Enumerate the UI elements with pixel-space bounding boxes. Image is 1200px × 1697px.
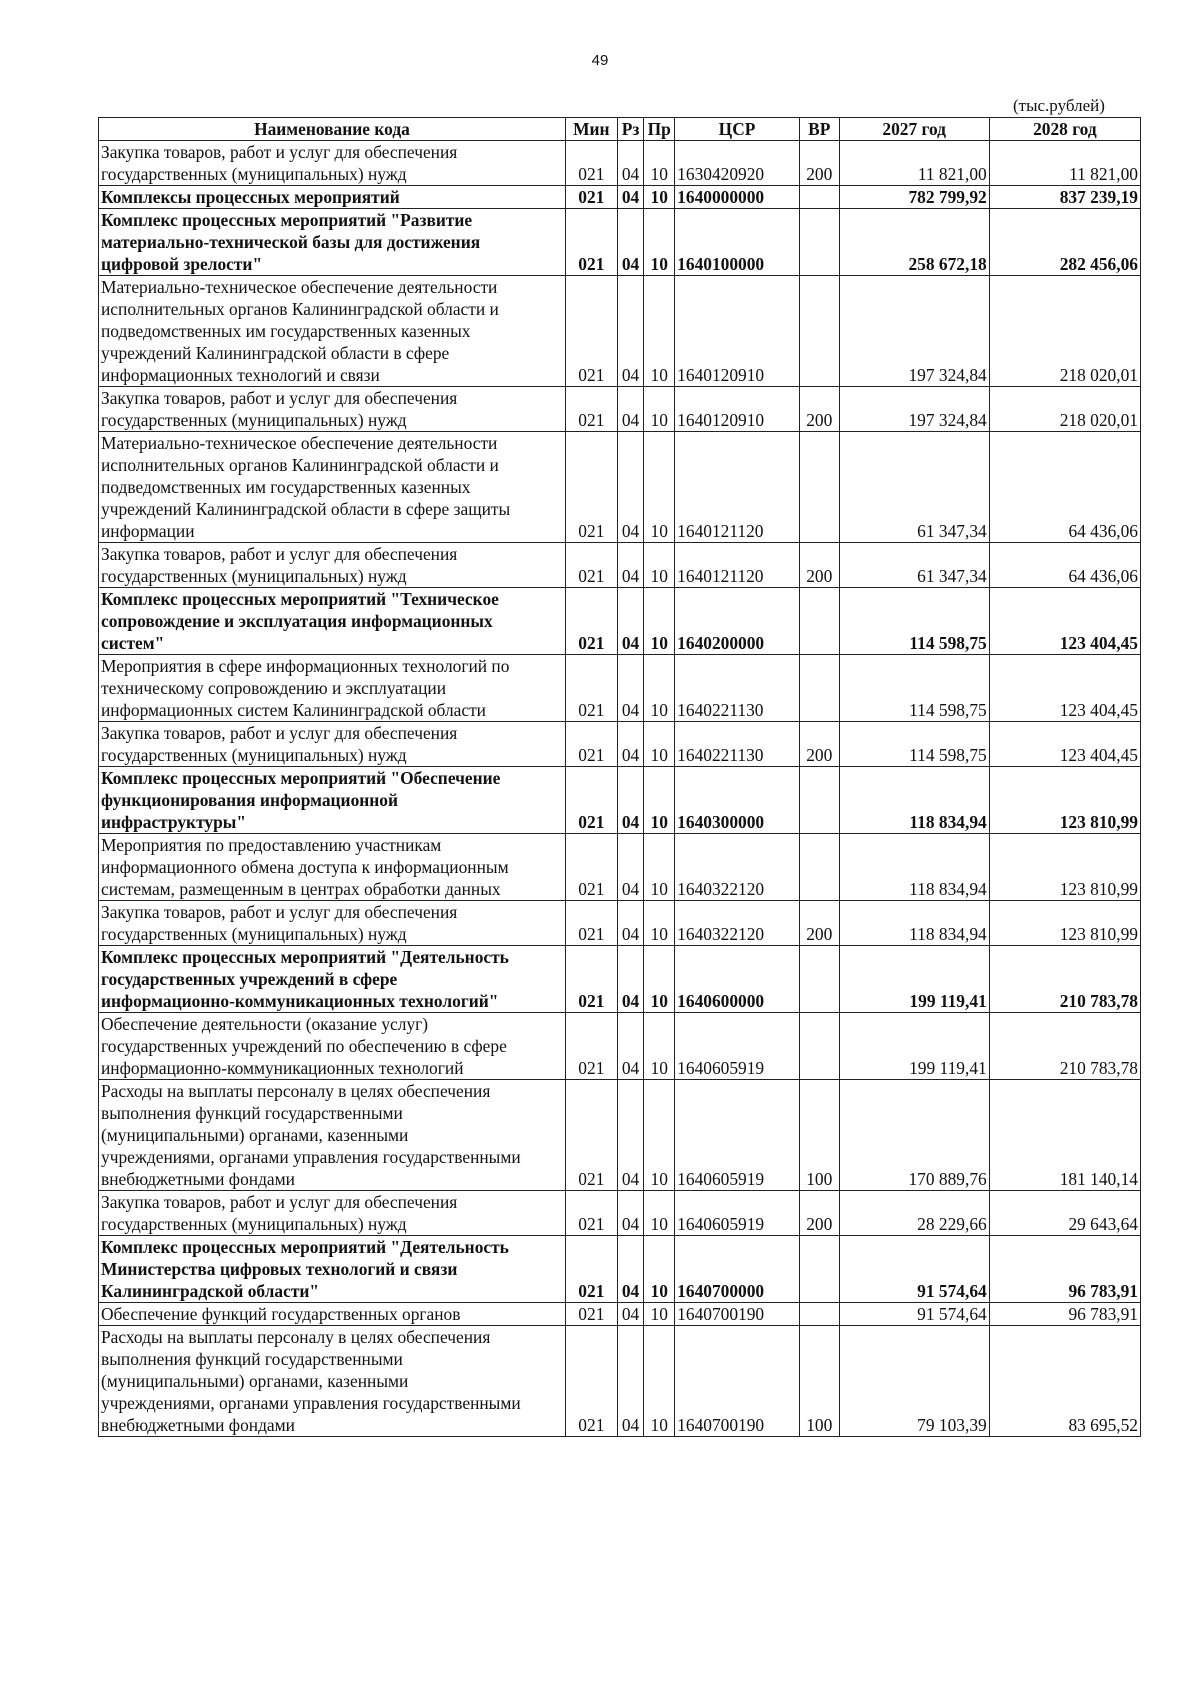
cell-rz: 04 (617, 901, 643, 946)
cell-csr: 1640322120 (675, 834, 800, 901)
table-row (99, 141, 1141, 186)
cell-rz: 04 (617, 186, 643, 209)
cell-y2027: 114 598,75 (839, 655, 989, 722)
cell-y2028: 64 436,06 (989, 432, 1140, 543)
table-row (99, 1191, 1141, 1236)
cell-name: Обеспечение деятельности (оказание услуг) государственных учреждений по обеспечению в сфере информационно-коммуникационных технологий (99, 1013, 566, 1080)
cell-min: 021 (565, 141, 617, 186)
cell-y2028: 181 140,14 (989, 1080, 1140, 1191)
cell-csr: 1640600000 (675, 946, 800, 1013)
cell-vr (799, 767, 839, 834)
cell-rz: 04 (617, 946, 643, 1013)
cell-y2028: 11 821,00 (989, 141, 1140, 186)
cell-y2028: 96 783,91 (989, 1236, 1140, 1303)
cell-vr: 200 (799, 722, 839, 767)
cell-name: Комплекс процессных мероприятий "Обеспечение функционирования информационной инфраструктуры" (99, 767, 566, 834)
cell-y2028: 123 404,45 (989, 655, 1140, 722)
table-row (99, 722, 1141, 767)
cell-y2028: 837 239,19 (989, 186, 1140, 209)
cell-min: 021 (565, 209, 617, 276)
cell-min: 021 (565, 1191, 617, 1236)
cell-vr (799, 186, 839, 209)
cell-pr: 10 (644, 767, 675, 834)
cell-name: Обеспечение функций государственных органов (99, 1303, 566, 1326)
cell-vr (799, 1013, 839, 1080)
cell-rz: 04 (617, 432, 643, 543)
cell-name: Закупка товаров, работ и услуг для обеспечения государственных (муниципальных) нужд (99, 1191, 566, 1236)
cell-csr: 1640120910 (675, 276, 800, 387)
cell-y2027: 258 672,18 (839, 209, 989, 276)
cell-pr: 10 (644, 387, 675, 432)
cell-rz: 04 (617, 543, 643, 588)
cell-min: 021 (565, 276, 617, 387)
cell-min: 021 (565, 543, 617, 588)
cell-csr: 1640200000 (675, 588, 800, 655)
cell-vr (799, 1236, 839, 1303)
cell-min: 021 (565, 946, 617, 1013)
cell-pr: 10 (644, 276, 675, 387)
cell-min: 021 (565, 901, 617, 946)
cell-csr: 1640322120 (675, 901, 800, 946)
cell-rz: 04 (617, 1191, 643, 1236)
cell-y2028: 218 020,01 (989, 276, 1140, 387)
table-row (99, 1303, 1141, 1326)
cell-csr: 1640605919 (675, 1191, 800, 1236)
table-row (99, 387, 1141, 432)
cell-pr: 10 (644, 901, 675, 946)
cell-rz: 04 (617, 767, 643, 834)
cell-pr: 10 (644, 655, 675, 722)
cell-vr: 100 (799, 1326, 839, 1437)
cell-y2027: 197 324,84 (839, 387, 989, 432)
table-row (99, 543, 1141, 588)
cell-y2028: 218 020,01 (989, 387, 1140, 432)
cell-rz: 04 (617, 1303, 643, 1326)
units-label: (тыс.рублей) (1013, 96, 1105, 115)
cell-vr: 100 (799, 1080, 839, 1191)
cell-pr: 10 (644, 946, 675, 1013)
table-row (99, 276, 1141, 387)
table-row (99, 767, 1141, 834)
cell-y2027: 11 821,00 (839, 141, 989, 186)
cell-y2027: 782 799,92 (839, 186, 989, 209)
cell-name: Расходы на выплаты персоналу в целях обеспечения выполнения функций государственными (муниципальными) органами, казенными учреждениями, органами управления государственными внебюджетными фондами (99, 1326, 566, 1437)
cell-csr: 1640700190 (675, 1326, 800, 1437)
budget-table (98, 117, 1141, 1437)
cell-y2028: 123 810,99 (989, 834, 1140, 901)
cell-name: Закупка товаров, работ и услуг для обеспечения государственных (муниципальных) нужд (99, 722, 566, 767)
cell-name: Комплекс процессных мероприятий "Деятельность Министерства цифровых технологий и связи Калининградской области" (99, 1236, 566, 1303)
cell-name: Мероприятия по предоставлению участникам информационного обмена доступа к информационным системам, размещенным в центрах обработки данных (99, 834, 566, 901)
cell-csr: 1640120910 (675, 387, 800, 432)
cell-y2027: 118 834,94 (839, 834, 989, 901)
cell-vr (799, 432, 839, 543)
cell-pr: 10 (644, 543, 675, 588)
table-row (99, 1326, 1141, 1437)
cell-name: Комплекс процессных мероприятий "Развитие материально-технической базы для достижения цифровой зрелости" (99, 209, 566, 276)
cell-pr: 10 (644, 1326, 675, 1437)
cell-vr (799, 655, 839, 722)
cell-min: 021 (565, 1080, 617, 1191)
cell-y2027: 91 574,64 (839, 1236, 989, 1303)
cell-pr: 10 (644, 722, 675, 767)
cell-rz: 04 (617, 387, 643, 432)
cell-min: 021 (565, 432, 617, 543)
cell-min: 021 (565, 1326, 617, 1437)
cell-csr: 1640221130 (675, 655, 800, 722)
table-row (99, 186, 1141, 209)
cell-min: 021 (565, 588, 617, 655)
cell-csr: 1640121120 (675, 432, 800, 543)
cell-min: 021 (565, 186, 617, 209)
cell-min: 021 (565, 1303, 617, 1326)
cell-name: Комплексы процессных мероприятий (99, 186, 566, 209)
page-number: 49 (591, 52, 609, 69)
cell-vr (799, 209, 839, 276)
cell-name: Комплекс процессных мероприятий "Деятельность государственных учреждений в сфере информационно-коммуникационных технологий" (99, 946, 566, 1013)
cell-pr: 10 (644, 1303, 675, 1326)
cell-vr (799, 1303, 839, 1326)
cell-name: Расходы на выплаты персоналу в целях обеспечения выполнения функций государственными (муниципальными) органами, казенными учреждениями, органами управления государственными внебюджетными фондами (99, 1080, 566, 1191)
cell-pr: 10 (644, 209, 675, 276)
cell-y2027: 118 834,94 (839, 901, 989, 946)
cell-pr: 10 (644, 1236, 675, 1303)
cell-name: Комплекс процессных мероприятий "Техническое сопровождение и эксплуатация информационных систем" (99, 588, 566, 655)
cell-csr: 1640700190 (675, 1303, 800, 1326)
cell-y2028: 123 404,45 (989, 722, 1140, 767)
cell-y2028: 210 783,78 (989, 946, 1140, 1013)
cell-rz: 04 (617, 1326, 643, 1437)
cell-y2027: 118 834,94 (839, 767, 989, 834)
cell-vr: 200 (799, 543, 839, 588)
cell-vr: 200 (799, 141, 839, 186)
cell-csr: 1640100000 (675, 209, 800, 276)
cell-rz: 04 (617, 141, 643, 186)
cell-csr: 1640605919 (675, 1013, 800, 1080)
cell-csr: 1640605919 (675, 1080, 800, 1191)
cell-y2027: 114 598,75 (839, 588, 989, 655)
cell-vr (799, 588, 839, 655)
cell-y2028: 123 810,99 (989, 767, 1140, 834)
cell-y2027: 61 347,34 (839, 432, 989, 543)
header-rz: Рз (617, 118, 643, 141)
table-row (99, 432, 1141, 543)
cell-rz: 04 (617, 834, 643, 901)
cell-y2027: 199 119,41 (839, 1013, 989, 1080)
header-pr: Пр (644, 118, 675, 141)
table-body (99, 141, 1141, 1437)
cell-rz: 04 (617, 655, 643, 722)
cell-y2028: 210 783,78 (989, 1013, 1140, 1080)
header-csr: ЦСР (675, 118, 800, 141)
cell-pr: 10 (644, 1191, 675, 1236)
cell-min: 021 (565, 722, 617, 767)
cell-rz: 04 (617, 209, 643, 276)
cell-rz: 04 (617, 722, 643, 767)
cell-name: Материально-техническое обеспечение деятельности исполнительных органов Калининградской области и подведомственных им государственных казенных учреждений Калининградской области в сфере информационных технологий и связи (99, 276, 566, 387)
table-row (99, 1236, 1141, 1303)
table-row (99, 655, 1141, 722)
cell-vr (799, 276, 839, 387)
cell-y2028: 83 695,52 (989, 1326, 1140, 1437)
header-name: Наименование кода (99, 118, 566, 141)
cell-csr: 1640000000 (675, 186, 800, 209)
cell-pr: 10 (644, 834, 675, 901)
cell-min: 021 (565, 655, 617, 722)
cell-y2027: 114 598,75 (839, 722, 989, 767)
cell-name: Закупка товаров, работ и услуг для обеспечения государственных (муниципальных) нужд (99, 901, 566, 946)
cell-vr: 200 (799, 387, 839, 432)
cell-pr: 10 (644, 141, 675, 186)
cell-y2028: 123 404,45 (989, 588, 1140, 655)
cell-csr: 1640300000 (675, 767, 800, 834)
cell-y2027: 91 574,64 (839, 1303, 989, 1326)
cell-min: 021 (565, 767, 617, 834)
cell-vr: 200 (799, 1191, 839, 1236)
cell-y2028: 64 436,06 (989, 543, 1140, 588)
cell-vr (799, 946, 839, 1013)
cell-y2027: 28 229,66 (839, 1191, 989, 1236)
header-vr: ВР (799, 118, 839, 141)
cell-rz: 04 (617, 1080, 643, 1191)
table-row (99, 1080, 1141, 1191)
cell-min: 021 (565, 834, 617, 901)
table-row (99, 946, 1141, 1013)
cell-pr: 10 (644, 432, 675, 543)
cell-min: 021 (565, 387, 617, 432)
cell-y2027: 197 324,84 (839, 276, 989, 387)
cell-pr: 10 (644, 1013, 675, 1080)
cell-vr (799, 834, 839, 901)
cell-y2028: 282 456,06 (989, 209, 1140, 276)
cell-min: 021 (565, 1013, 617, 1080)
header-min: Мин (565, 118, 617, 141)
cell-name: Закупка товаров, работ и услуг для обеспечения государственных (муниципальных) нужд (99, 387, 566, 432)
cell-csr: 1640221130 (675, 722, 800, 767)
cell-csr: 1640700000 (675, 1236, 800, 1303)
table-row (99, 588, 1141, 655)
cell-name: Материально-техническое обеспечение деятельности исполнительных органов Калининградской области и подведомственных им государственных казенных учреждений Калининградской области в сфере защиты информации (99, 432, 566, 543)
table-row (99, 1013, 1141, 1080)
cell-y2028: 96 783,91 (989, 1303, 1140, 1326)
cell-pr: 10 (644, 588, 675, 655)
table-row (99, 834, 1141, 901)
table-row (99, 209, 1141, 276)
cell-name: Мероприятия в сфере информационных технологий по техническому сопровождению и эксплуатации информационных систем Калининградской области (99, 655, 566, 722)
table-header-row (99, 118, 1141, 141)
cell-vr: 200 (799, 901, 839, 946)
cell-min: 021 (565, 1236, 617, 1303)
cell-rz: 04 (617, 276, 643, 387)
cell-y2027: 199 119,41 (839, 946, 989, 1013)
cell-csr: 1630420920 (675, 141, 800, 186)
cell-name: Закупка товаров, работ и услуг для обеспечения государственных (муниципальных) нужд (99, 543, 566, 588)
cell-y2028: 123 810,99 (989, 901, 1140, 946)
cell-csr: 1640121120 (675, 543, 800, 588)
cell-rz: 04 (617, 1236, 643, 1303)
header-2027: 2027 год (839, 118, 989, 141)
cell-pr: 10 (644, 1080, 675, 1191)
cell-y2027: 79 103,39 (839, 1326, 989, 1437)
cell-rz: 04 (617, 1013, 643, 1080)
cell-y2028: 29 643,64 (989, 1191, 1140, 1236)
header-2028: 2028 год (989, 118, 1140, 141)
table-row (99, 901, 1141, 946)
cell-y2027: 61 347,34 (839, 543, 989, 588)
cell-y2027: 170 889,76 (839, 1080, 989, 1191)
cell-name: Закупка товаров, работ и услуг для обеспечения государственных (муниципальных) нужд (99, 141, 566, 186)
cell-pr: 10 (644, 186, 675, 209)
cell-rz: 04 (617, 588, 643, 655)
